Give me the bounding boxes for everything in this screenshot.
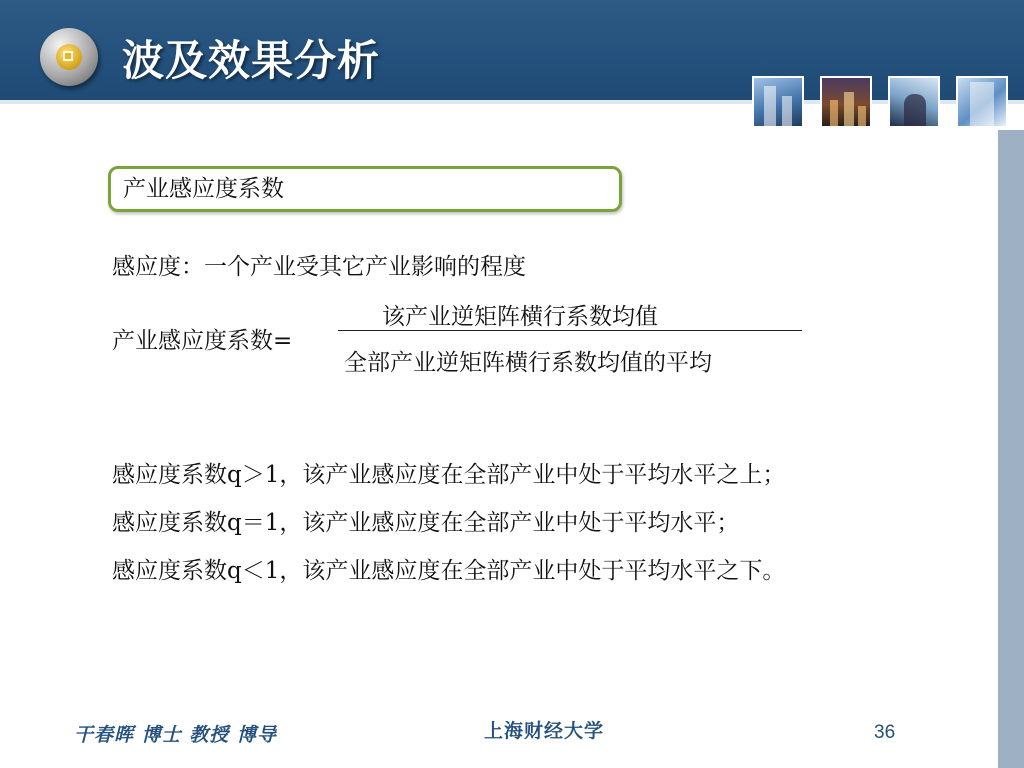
- formula-label: 产业感应度系数=: [112, 328, 293, 354]
- header-photo-strip: [752, 76, 1014, 130]
- city-night-photo: [820, 76, 872, 128]
- definition-text: 感应度：一个产业受其它产业影响的程度: [112, 254, 526, 280]
- formula-numerator: 该产业逆矩阵横行系数均值: [382, 304, 658, 330]
- slide-title: 波及效果分析: [122, 36, 381, 85]
- page-number: 36: [874, 722, 896, 743]
- right-sidebar-bar: [998, 130, 1024, 768]
- fraction-bar: [338, 330, 802, 331]
- footer-school: 上海财经大学: [484, 720, 605, 742]
- footer-author: 干春晖 博士 教授 博导: [74, 724, 277, 746]
- logo-emblem-icon: [40, 28, 98, 86]
- logo-square-icon: [63, 51, 73, 61]
- section-heading-box: 产业感应度系数: [108, 166, 622, 212]
- rule-equal: 感应度系数q＝1，该产业感应度在全部产业中处于平均水平；: [112, 510, 740, 536]
- rule-greater-than: 感应度系数q＞1，该产业感应度在全部产业中处于平均水平之上；: [112, 462, 786, 488]
- logo-emblem-inner: [56, 44, 82, 70]
- phone-call-photo: [888, 76, 940, 128]
- formula-denominator: 全部产业逆矩阵横行系数均值的平均: [344, 350, 712, 376]
- skyscraper-photo: [752, 76, 804, 128]
- rule-less-than: 感应度系数q＜1，该产业感应度在全部产业中处于平均水平之下。: [112, 558, 786, 584]
- glass-tower-photo: [956, 76, 1008, 128]
